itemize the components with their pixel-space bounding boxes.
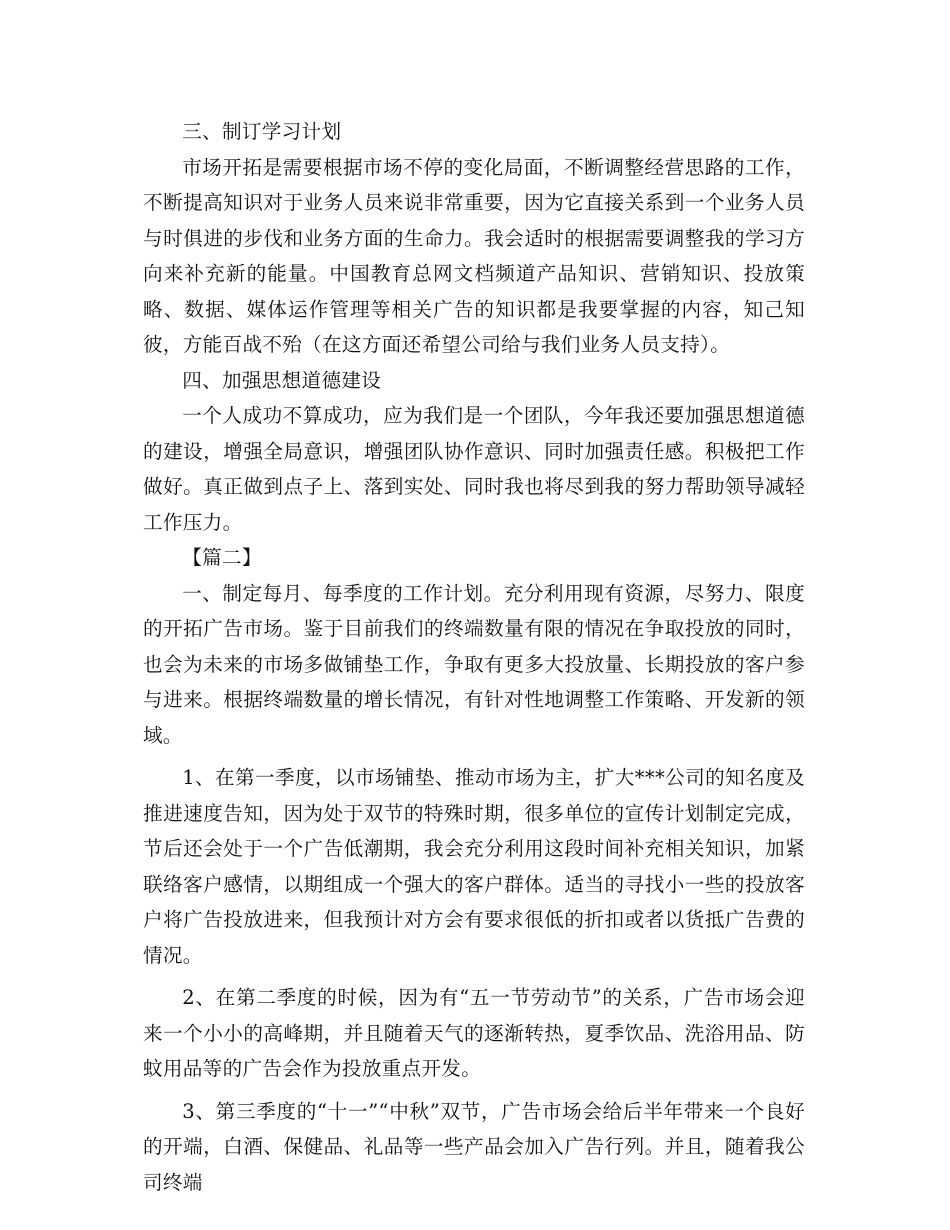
section-heading-moral-building: 四、加强思想道德建设 bbox=[182, 368, 382, 392]
paragraph-third-quarter: 3、第三季度的“十一”“中秋”双节，广告市场会给后半年带来一个良好的开端，白酒、保健品、礼品等一些产品会加入广告行列。并且，随着我公司终端 bbox=[143, 1099, 805, 1194]
section-marker-part-two: 【篇二】 bbox=[182, 546, 262, 569]
paragraph-work-plan: 一、制定每月、每季度的工作计划。充分利用现有资源，尽努力、限度的开拓广告市场。鉴于目前我们的终端数量有限的情况在争取投放的同时，也会为未来的市场多做铺垫工作，争取有更多大投放量、长期投放的客户参与进来。根据终端数量的增长情况，有针对性地调整工作策略、开发新的领域。 bbox=[143, 581, 805, 747]
paragraph-study-plan: 市场开拓是需要根据市场不停的变化局面，不断调整经营思路的工作，不断提高知识对于业务人员来说非常重要，因为它直接关系到一个业务人员与时俱进的步伐和业务方面的生命力。我会适时的根据需要调整我的学习方向来补充新的能量。中国教育总网文档频道产品知识、营销知识、投放策略、数据、媒体运作管理等相关广告的知识都是我要掌握的内容，知己知彼，方能百战不殆（在这方面还希望公司给与我们业务人员支持）。 bbox=[143, 155, 805, 356]
paragraph-second-quarter: 2、在第二季度的时候，因为有“五一节劳动节”的关系，广告市场会迎来一个小小的高峰期，并且随着天气的逐渐转热，夏季饮品、洗浴用品、防蚊用品等的广告会作为投放重点开发。 bbox=[143, 986, 805, 1080]
section-heading-study-plan: 三、制订学习计划 bbox=[182, 120, 342, 143]
paragraph-first-quarter: 1、在第一季度，以市场铺垫、推动市场为主，扩大***公司的知名度及推进速度告知，因为处于双节的特殊时期，很多单位的宣传计划制定完成，节后还会处于一个广告低潮期，我会充分利用这段时间补充相关知识，加紧联络客户感情，以期组成一个强大的客户群体。适当的寻找小一些的投放客户将广告投放进来，但我预计对方会有要求很低的折扣或者以货抵广告费的情况。 bbox=[143, 766, 805, 967]
document-body bbox=[143, 114, 805, 1200]
paragraph-moral-building: 一个人成功不算成功，应为我们是一个团队，今年我还要加强思想道德的建设，增强全局意识，增强团队协作意识、同时加强责任感。积极把工作做好。真正做到点子上、落到实处、同时我也将尽到我的努力帮助领导减轻工作压力。 bbox=[143, 404, 805, 534]
